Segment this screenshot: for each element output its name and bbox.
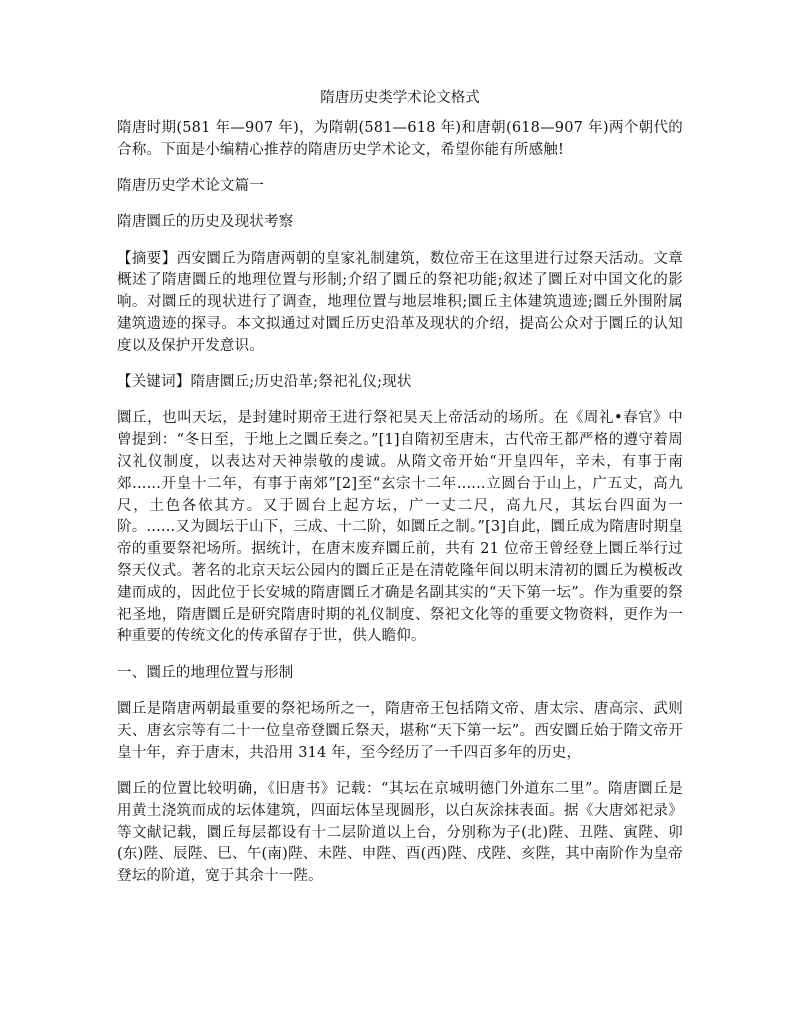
intro-paragraph: 隋唐时期(581 年—907 年)，为隋朝(581—618 年)和唐朝(618—907 年)两个朝代的合称。下面是小编精心推荐的隋唐历史学术论文，希望你能有所感触! (117, 120, 683, 158)
article-subtitle: 隋唐圜丘的历史及现状考察 (117, 214, 294, 231)
document-title: 隋唐历史类学术论文格式 (320, 90, 480, 106)
body-paragraph-structure: 圜丘的位置比较明确，《旧唐书》记载：“其坛在京城明德门外道东二里”。隋唐圜丘是用黄土浇筑而成的坛体建筑，四面坛体呈现圆形，以白灰涂抹表面。据《大唐郊祀录》等文献记载，圜丘每层都设有十二层阶道以上台，分别称为子(北)陛、丑陛、寅陛、卯(东)陛、辰陛、巳、午(南)陛、未陛、申陛、酉(西)陛、戌陛、亥陛，其中南阶作为皇帝登坛的阶道，宽于其余十一陛。 (117, 780, 683, 885)
article-heading: 隋唐历史学术论文篇一 (117, 178, 264, 195)
body-paragraph-location: 圜丘是隋唐两朝最重要的祭祀场所之一，隋唐帝王包括隋文帝、唐太宗、唐高宗、武则天、唐玄宗等有二十一位皇帝登圜丘祭天，堪称“天下第一坛”。西安圜丘始于隋文帝开皇十年，弃于唐末，共沿用 314 年，至今经历了一千四百多年的历史， (117, 701, 683, 761)
body-paragraph-intro: 圜丘，也叫天坛，是封建时期帝王进行祭祀昊天上帝活动的场所。在《周礼•春官》中曾提到：“冬日至，于地上之圜丘奏之。”[1]自隋初至唐末，古代帝王都严格的遵守着周汉礼仪制度，以表达对天神崇敬的虔诚。从隋文帝开始“开皇四年，辛未，有事于南郊......开皇十二年，有事于南郊”[2]至“玄宗十二年......立圆台于山上，广五丈，高九尺，土色各依其方。又于圆台上起方坛，广一丈二尺，高九尺，其坛台四面为一阶。......又为圆坛于山下，三成、十二阶，如圜丘之制。”[3]自此，圜丘成为隋唐时期皇帝的重要祭祀场所。据统计，在唐末废弃圜丘前，共有 21 位帝王曾经登上圜丘举行过祭天仪式。著名的北京天坛公园内的圜丘正是在清乾隆年间以明末清初的圜丘为模板改建而成的，因此位于长安城的隋唐圜丘才确是名副其实的“天下第一坛”。作为重要的祭祀圣地，隋唐圜丘是研究隋唐时期的礼仪制度、祭祀文化等的重要文物资料，更作为一种重要的传统文化的传承留存于世，供人瞻仰。 (117, 410, 683, 645)
section-heading: 一、圜丘的地理位置与形制 (117, 664, 294, 681)
document-page (117, 88, 683, 902)
abstract-paragraph: 【摘要】西安圜丘为隋唐两朝的皇家礼制建筑，数位帝王在这里进行过祭天活动。文章概述了隋唐圜丘的地理位置与形制;介绍了圜丘的祭祀功能;叙述了圜丘对中国文化的影响。对圜丘的现状进行了调查，地理位置与地层堆积;圜丘主体建筑遗迹;圜丘外围附属建筑遗迹的探寻。本文拟通过对圜丘历史沿革及现状的介绍，提高公众对于圜丘的认知度以及保护开发意识。 (117, 250, 683, 354)
keywords-paragraph: 【关键词】隋唐圜丘;历史沿革;祭祀礼仪;现状 (117, 374, 412, 391)
